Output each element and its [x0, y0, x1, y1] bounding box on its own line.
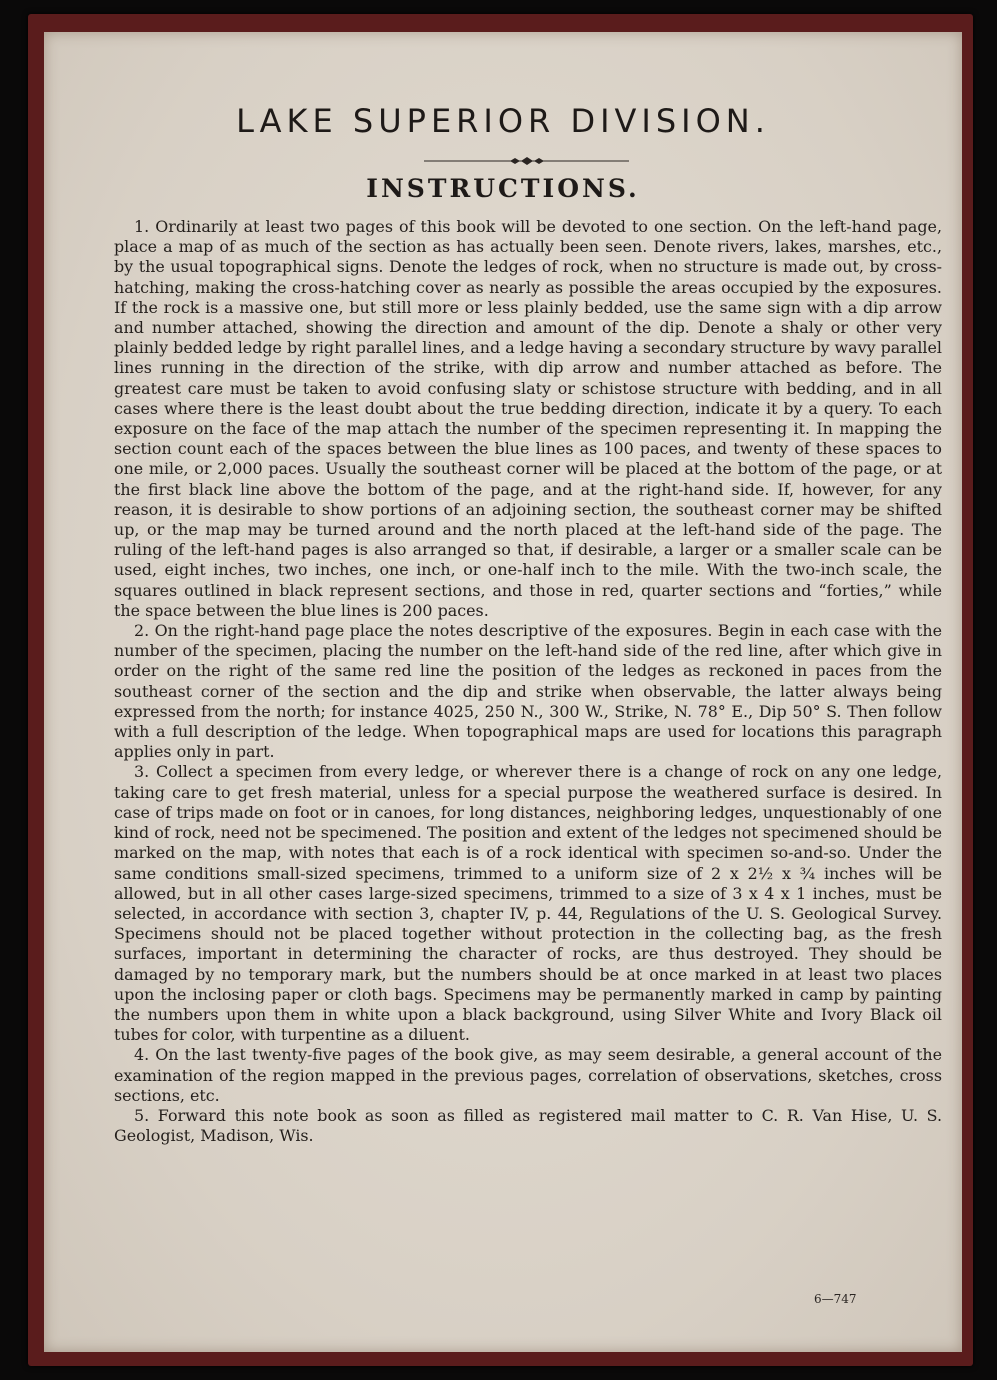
- catalog-number: 6—747: [814, 1292, 857, 1306]
- paragraph-5: 5. Forward this note book as soon as filled as registered mail matter to C. R. Van Hise, U. S. Geologist, Madison, Wis.: [114, 1105, 942, 1146]
- page-title: LAKE SUPERIOR DIVISION.: [236, 102, 770, 140]
- page: [44, 32, 962, 1352]
- paragraph-3: 3. Collect a specimen from every ledge, or wherever there is a change of rock on any one ledge, taking care to get fresh material, unless for a special purpose the weathered surface is desired. In case of trips made on foot or in canoes, for long distances, neighboring ledges, unquestionably of one kind of rock, need not be specimened. The position and extent of the ledges not specimened should be marked on the map, with notes that each is of a rock identical with specimen so-and-so. Under the same conditions small-sized specimens, trimmed to a uniform size of 2 x 2½ x ¾ inches will be allowed, but in all other cases large-sized specimens, trimmed to a size of 3 x 4 x 1 inches, must be selected, in accordance with section 3, chapter IV, p. 44, Regulations of the U. S. Geological Survey. Specimens should not be placed together without protection in the collecting bag, as the fresh surfaces, important in determining the character of rocks, are thus destroyed. They should be damaged by no temporary mark, but the numbers should be at once marked in at least two places upon the inclosing paper or cloth bags. Specimens may be permanently marked in camp by painting the numbers upon them in white upon a black background, using Silver White and Ivory Black oil tubes for color, with turpentine as a diluent.: [114, 762, 942, 1045]
- paragraph-2: 2. On the right-hand page place the notes descriptive of the exposures. Begin in each case with the number of the specimen, placing the number on the left-hand side of the red line, after which give in order on the right of the same red line the position of the ledges as reckoned in paces from the southeast corner of the section and the dip and strike when observable, the latter always being expressed from the north; for instance 4025, 250 N., 300 W., Strike, N. 78° E., Dip 50° S. Then follow with a full description of the ledge. When topographical maps are used for locations this paragraph applies only in part.: [114, 621, 942, 762]
- ornament-divider: [424, 157, 629, 165]
- paragraph-1: 1. Ordinarily at least two pages of this book will be devoted to one section. On the left-hand page, place a map of as much of the section as has actually been seen. Denote rivers, lakes, marshes, etc., by the usual topographical signs. Denote the ledges of rock, when no structure is made out, by cross-hatching, making the cross-hatching cover as nearly as possible the areas occupied by the exposures. If the rock is a massive one, but still more or less plainly bedded, use the same sign with a dip arrow and number attached, showing the direction and amount of the dip. Denote a shaly or other very plainly bedded ledge by right parallel lines, and a ledge having a secondary structure by wavy parallel lines running in the direction of the strike, with dip arrow and number attached as before. The greatest care must be taken to avoid confusing slaty or schistose structure with bedding, and in all cases where there is the least doubt about the true bedding direction, indicate it by a query. To each exposure on the face of the map attach the number of the specimen representing it. In mapping the section count each of the spaces between the blue lines as 100 paces, and twenty of these spaces to one mile, or 2,000 paces. Usually the southeast corner will be placed at the bottom of the page, or at the first black line above the bottom of the page, and at the right-hand side. If, however, for any reason, it is desirable to show portions of an adjoining section, the southeast corner may be shifted up, or the map may be turned around and the north placed at the left-hand side of the page. The ruling of the left-hand pages is also arranged so that, if desirable, a larger or a smaller scale can be used, eight inches, two inches, one inch, or one-half inch to the mile. With the two-inch scale, the squares outlined in black represent sections, and those in red, quarter sections and “forties,” while the space between the blue lines is 200 paces.: [114, 217, 942, 620]
- section-heading: INSTRUCTIONS.: [366, 174, 640, 203]
- paragraph-4: 4. On the last twenty-five pages of the book give, as may seem desirable, a general account of the examination of the region mapped in the previous pages, correlation of observations, sketches, cross sections, etc.: [114, 1045, 942, 1105]
- instructions-body: [114, 217, 942, 1146]
